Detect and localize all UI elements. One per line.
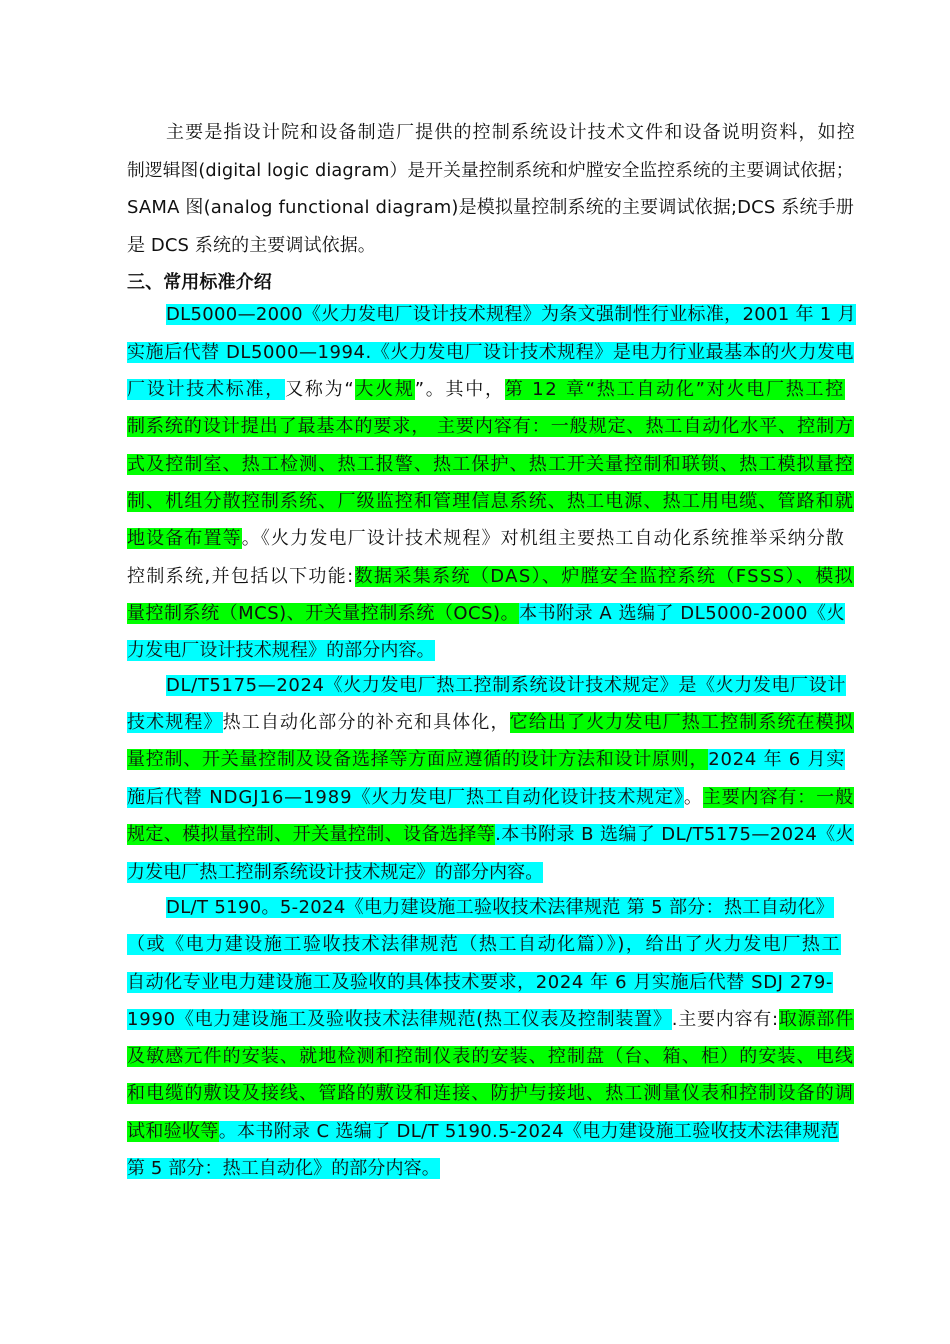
highlight-green: 规定、模拟量控制、开关量控制、设备选择等 [127, 824, 496, 845]
highlight-cyan: （或《电力建设施工验收技术法律规范（热工自动化篇）》)，给出了火力发电厂热工 [127, 934, 841, 955]
highlight-green: 量控制系统（MCS)、开关量控制系统（OCS)。 [127, 603, 520, 624]
text-run: 主要是指设计院和设备制造厂提供的控制系统设计技术文件和设备说明资料，如控 [166, 122, 856, 143]
text-line [127, 636, 435, 666]
text-run: 是 DCS 系统的主要调试依据。 [127, 235, 376, 256]
text-line [127, 524, 845, 554]
text-line [166, 893, 834, 923]
text-line [127, 968, 833, 998]
highlight-green: 数据采集系统（DAS）、炉膛安全监控系统（FSSS）、模拟 [354, 566, 854, 587]
highlight-green: 主要内容有：一般 [702, 787, 854, 808]
highlight-cyan: 第 5 部分：热工自动化》的部分内容。 [127, 1158, 440, 1179]
highlight-cyan: 。本书附录 C 选编了 DL/T 5190.5-2024《电力建设施工验收技术法律规范 [218, 1121, 839, 1142]
text-line [127, 599, 845, 629]
text-run: 制逻辑图(digital logic diagram）是开关量控制系统和炉膛安全监控系统的主要调试依据； [127, 161, 854, 181]
text-line [166, 671, 846, 701]
highlight-cyan: 厂设计技术标准， [127, 379, 286, 400]
text-run: ”。其中， [414, 379, 505, 400]
highlight-cyan: 力发电厂热工控制系统设计技术规定》的部分内容。 [127, 862, 544, 883]
text-line [127, 562, 854, 592]
highlight-green: 第 12 章“热工自动化”对火电厂热工控 [504, 379, 845, 400]
text-run: 控制系统,并包括以下功能: [127, 566, 355, 587]
text-line [166, 118, 856, 148]
highlight-green: 取源部件 [778, 1009, 854, 1030]
highlight-cyan: DL/T 5190。5-2024《电力建设施工验收技术法律规范 第 5 部分：热工自动化》 [166, 897, 834, 918]
text-line [166, 300, 856, 330]
highlight-cyan: 实施后代替 DL5000—1994.《火力发电厂设计技术规程》是电力行业最基本的火力发电 [127, 342, 854, 363]
highlight-cyan: 自动化专业电力建设施工及验收的具体技术要求，2024 年 6 月实施后代替 SDJ 279- [127, 972, 833, 993]
highlight-cyan: 1990《电力建设施工及验收技术法律规范(热工仪表及控制装置》 [127, 1009, 672, 1030]
text-line [127, 487, 854, 517]
text-line [127, 375, 845, 405]
text-line [127, 268, 272, 298]
text-run: 。 [683, 787, 703, 808]
highlight-green: 制系统的设计提出了最基本的要求， 主要内容有：一般规定、热工自动化水平、控制方 [127, 416, 854, 437]
text-line [127, 858, 543, 888]
text-line [127, 1154, 440, 1184]
text-line [127, 930, 841, 960]
text-run: 又称为“ [285, 379, 356, 400]
highlight-green: 及敏感元件的安装、就地检测和控制仪表的安装、控制盘（台、箱、柜）的安装、电线 [127, 1046, 854, 1067]
text-line [127, 1042, 854, 1072]
section-heading: 三、常用标准介绍 [127, 272, 272, 293]
text-line [127, 338, 854, 368]
highlight-green: 式及控制室、热工检测、热工报警、热工保护、热工开关量控制和联锁、热工模拟量控 [127, 454, 854, 475]
highlight-cyan: 技术规程》 [127, 712, 223, 733]
highlight-cyan: DL5000—2000《火力发电厂设计技术规程》为条文强制性行业标准，2001 年 1 月 [166, 304, 856, 325]
text-line [127, 1005, 854, 1035]
text-line [127, 450, 854, 480]
highlight-cyan: .本书附录 B 选编了 DL/T5175—2024《火 [495, 824, 855, 845]
highlight-green: 和电缆的敷设及接线、管路的敷设和连接、防护与接地、热工测量仪表和控制设备的调 [127, 1083, 854, 1104]
text-line [127, 193, 854, 223]
text-line [127, 156, 854, 186]
text-line [127, 412, 854, 442]
highlight-green: 大火规 [355, 379, 415, 400]
text-line [127, 708, 854, 738]
text-run: 热工自动化部分的补充和具体化， [222, 712, 510, 733]
text-line [127, 231, 376, 261]
text-line [127, 1117, 839, 1147]
text-line [127, 783, 854, 813]
text-line [127, 1079, 854, 1109]
highlight-cyan: 施后代替 NDGJ16—1989《火力发电厂热工自动化设计技术规定》 [127, 787, 684, 808]
highlight-cyan: 力发电厂设计技术规程》的部分内容。 [127, 640, 435, 661]
highlight-cyan: 本书附录 A 选编了 DL5000-2000《火 [519, 603, 845, 624]
text-run: 。《火力发电厂设计技术规程》对机组主要热工自动化系统推举采纳分散 [241, 528, 845, 549]
highlight-cyan: 2024 年 6 月实 [708, 749, 845, 770]
highlight-green: 量控制、开关量控制及设备选择等方面应遵循的设计方法和设计原则， [127, 749, 709, 770]
highlight-green: 制、机组分散控制系统、厂级监控和管理信息系统、热工电源、热工用电缆、管路和就 [127, 491, 854, 512]
text-run: .主要内容有: [671, 1009, 779, 1030]
text-line [127, 820, 854, 850]
highlight-green: 它给出了火力发电厂热工控制系统在模拟 [509, 712, 854, 733]
highlight-cyan: DL/T5175—2024《火力发电厂热工控制系统设计技术规定》是《火力发电厂设计 [166, 675, 846, 696]
text-line [127, 745, 845, 775]
highlight-green: 试和验收等 [127, 1121, 219, 1142]
highlight-green: 地设备布置等 [127, 528, 242, 549]
text-run: SAMA 图(analog functional diagram)是模拟量控制系统的主要调试依据;DCS 系统手册 [127, 197, 854, 218]
